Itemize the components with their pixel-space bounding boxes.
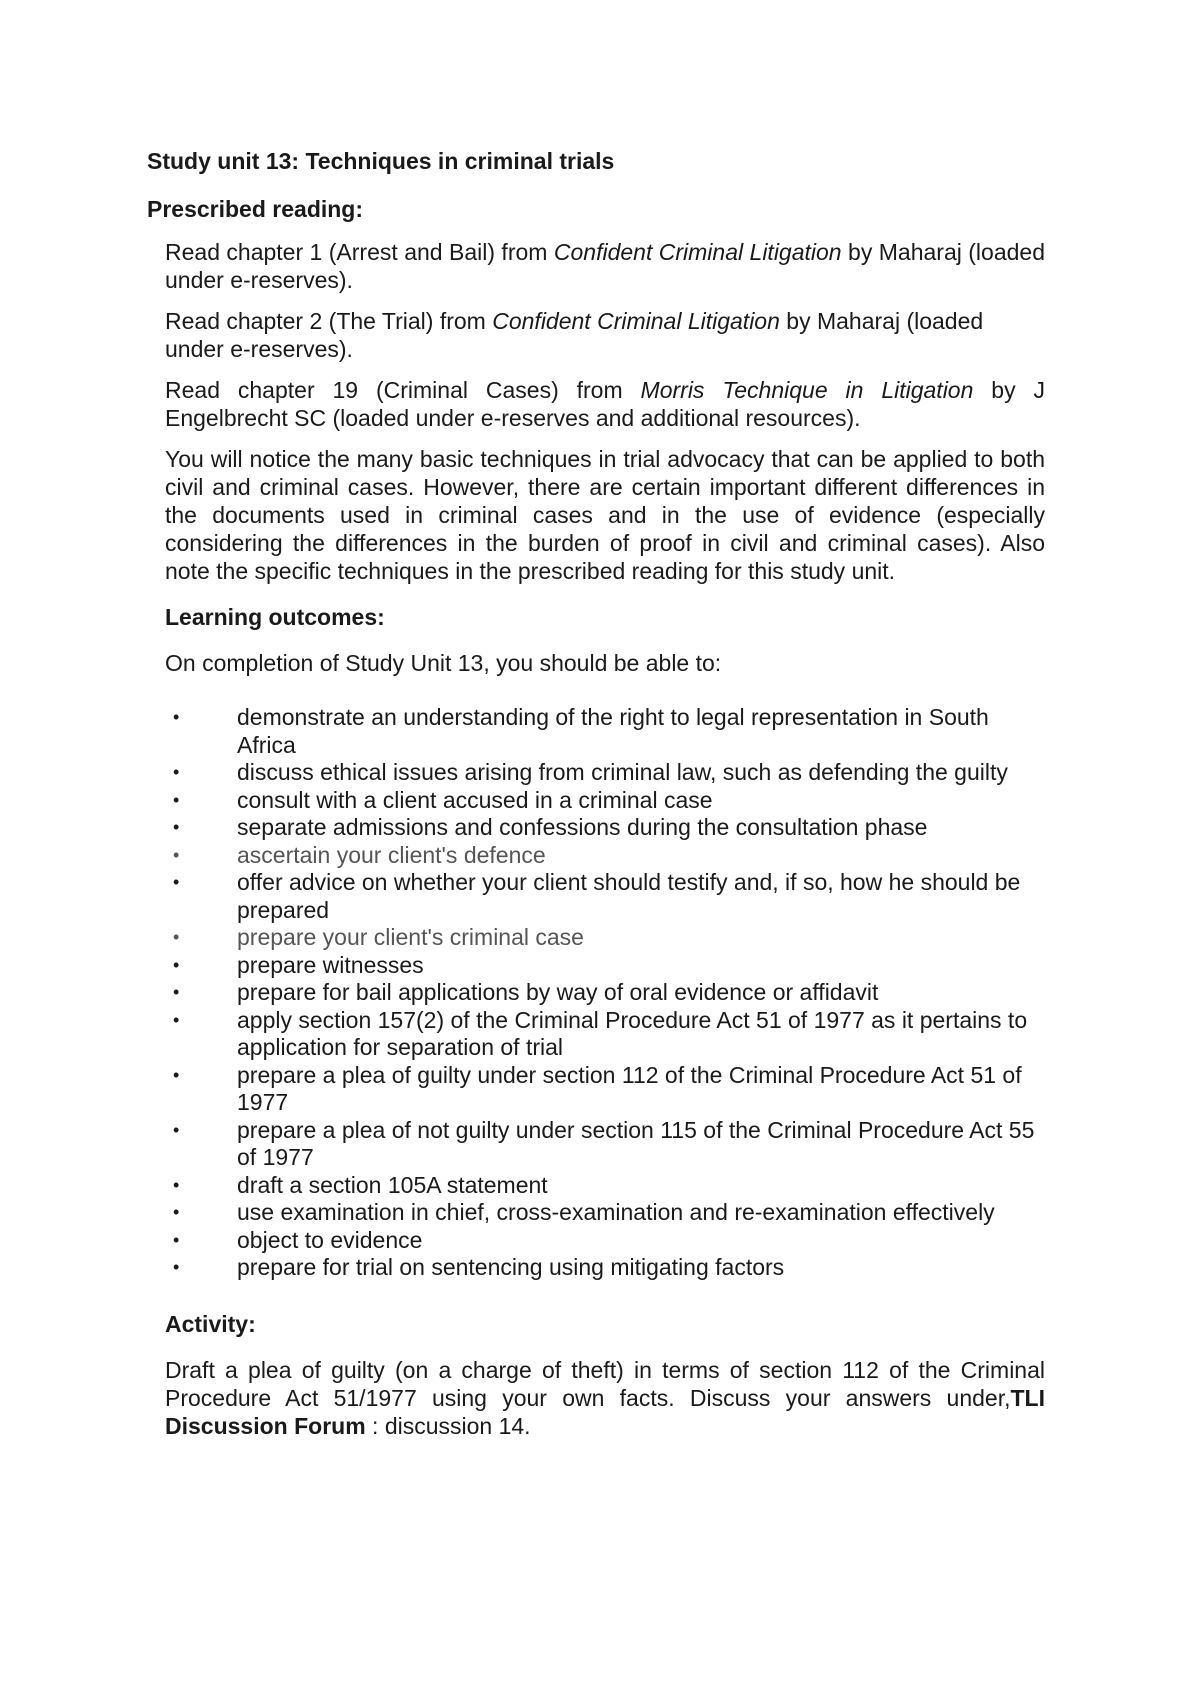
bullet-icon: •	[173, 982, 180, 1002]
reading-text: by Maharaj (loaded under e-reserves).	[165, 239, 1046, 293]
bullet-icon: •	[173, 1202, 180, 1222]
reading-item-3	[165, 376, 1045, 432]
learning-outcomes-list	[165, 704, 1045, 1282]
list-item: • prepare for bail applications by way of oral evidence or affidavit	[173, 979, 879, 1005]
bullet-icon: •	[173, 1229, 180, 1250]
bullet-icon: •	[173, 1119, 180, 1140]
discussion-forum-name: TLI Discussion Forum	[165, 1384, 1045, 1439]
document-title: Study unit 13: Techniques in criminal trials	[147, 148, 615, 174]
book-title: Confident Criminal Litigation	[553, 239, 842, 265]
list-item: • object to evidence	[173, 1226, 423, 1253]
list-item: • offer advice on whether your client should testify and, if so, how he should be prepared	[173, 869, 1021, 923]
activity-text: Draft a plea of guilty (on a charge of theft) in terms of section 112 of the Criminal Procedure Act 51/1977 using your own facts. Discuss your answers under,	[165, 1356, 1045, 1411]
document-body	[165, 238, 1045, 1440]
learning-outcomes-heading: Learning outcomes:	[165, 604, 385, 630]
bullet-icon: •	[173, 1009, 180, 1030]
list-item: • use examination in chief, cross-examination and re-examination effectively	[173, 1199, 995, 1225]
prescribed-reading-heading: Prescribed reading:	[147, 196, 364, 222]
bullet-icon: •	[173, 817, 180, 837]
list-item: • ascertain your client's defence	[173, 841, 546, 868]
reading-item-1	[165, 238, 1045, 294]
activity-text: : discussion 14.	[365, 1412, 531, 1439]
bullet-icon: •	[173, 927, 180, 947]
reading-item-2	[165, 307, 1045, 363]
list-item: • prepare your client's criminal case	[173, 924, 584, 950]
list-item: • consult with a client accused in a criminal case	[173, 786, 713, 813]
book-title: Confident Criminal Litigation	[492, 308, 780, 334]
reading-text: by J Engelbrecht SC (loaded under e-reserves and additional resources).	[165, 377, 1045, 431]
reading-text: Read chapter 2 (The Trial) from	[165, 308, 493, 334]
reading-text: Read chapter 1 (Arrest and Bail) from	[165, 239, 554, 265]
list-item: • apply section 157(2) of the Criminal Procedure Act 51 of 1977 as it pertains to application for separation of trial	[173, 1006, 1028, 1060]
bullet-icon: •	[173, 762, 180, 782]
bullet-icon: •	[173, 1257, 180, 1277]
list-item: • prepare for trial on sentencing using mitigating factors	[173, 1254, 785, 1280]
reading-text: by Maharaj (loaded under e-reserves).	[165, 308, 984, 362]
activity-paragraph	[165, 1356, 1045, 1440]
list-item: • discuss ethical issues arising from criminal law, such as defending the guilty	[173, 759, 1008, 785]
activity-heading: Activity:	[165, 1310, 256, 1337]
list-item: • draft a section 105A statement	[173, 1171, 548, 1198]
list-item: • demonstrate an understanding of the right to legal representation in South Africa	[173, 704, 989, 758]
bullet-icon: •	[173, 1174, 180, 1195]
list-item: • prepare a plea of guilty under section 112 of the Criminal Procedure Act 51 of 1977	[173, 1061, 1022, 1115]
notice-paragraph: You will notice the many basic techniques in trial advocacy that can be applied to both civil and criminal cases. However, there are certain important different differences in the documents used in criminal cases and in the use of evidence (especially considering the differences in the burden of proof in civil and criminal cases). Also note the specific techniques in the prescribed reading for this study unit.	[165, 446, 1045, 584]
bullet-icon: •	[173, 789, 180, 810]
learning-outcomes-intro: On completion of Study Unit 13, you should be able to:	[165, 650, 722, 676]
list-item: • prepare a plea of not guilty under section 115 of the Criminal Procedure Act 55 of 1977	[173, 1116, 1035, 1170]
list-item: • separate admissions and confessions during the consultation phase	[173, 814, 928, 840]
bullet-icon: •	[173, 954, 180, 975]
reading-text: Read chapter 19 (Criminal Cases) from	[165, 377, 641, 403]
list-item: • prepare witnesses	[173, 951, 424, 978]
bullet-icon: •	[173, 872, 180, 892]
bullet-icon: •	[173, 707, 180, 727]
bullet-icon: •	[173, 844, 180, 865]
bullet-icon: •	[173, 1064, 180, 1085]
book-title: Morris Technique in Litigation	[640, 377, 974, 403]
